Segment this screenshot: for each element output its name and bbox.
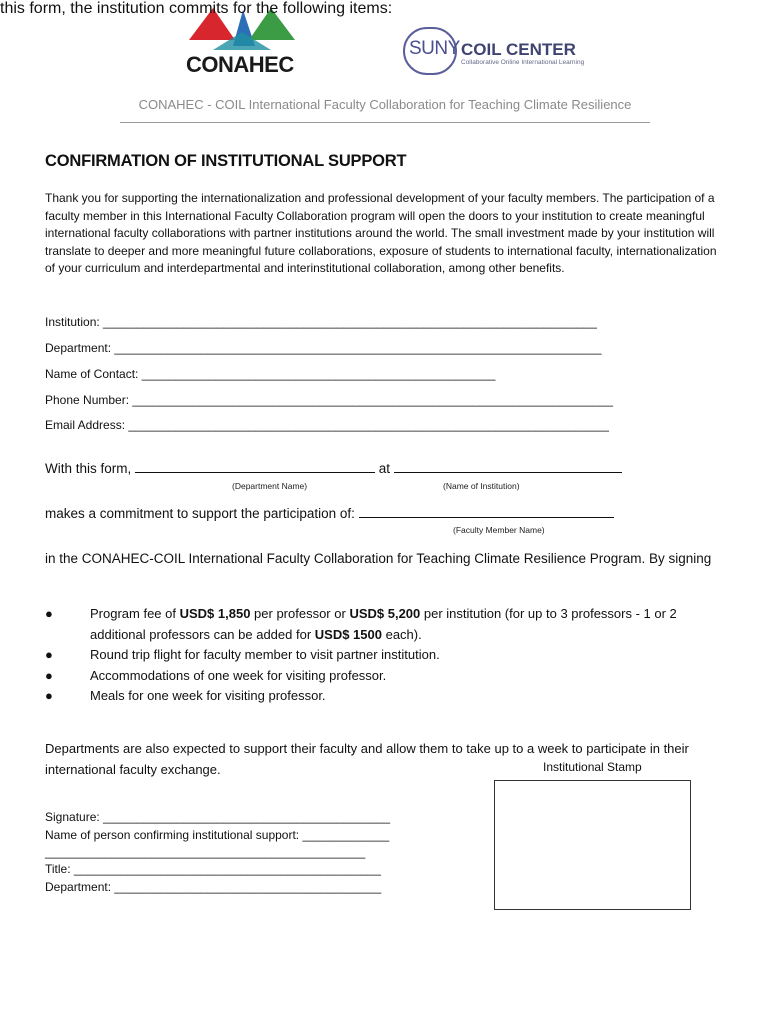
institution-label: Institution: — [45, 315, 104, 329]
commits-items-line: this form, the institution commits for the following items: — [0, 0, 393, 17]
coil-center-subtitle: Collaborative Online International Learning — [461, 59, 585, 66]
fee-text: per institution (for up to 3 professors - 1 or 2 additional professors can be added for — [90, 606, 677, 642]
fee-per-professor: USD$ 1,850 — [179, 606, 251, 621]
institution-name-caption: (Name of Institution) — [443, 481, 520, 491]
faculty-member-caption: (Faculty Member Name) — [453, 525, 545, 535]
with-form-text: With this form, — [45, 461, 132, 476]
fee-text: per professor or — [250, 606, 350, 621]
at-text: at — [378, 461, 391, 476]
bullet-icon: ● — [45, 688, 53, 703]
list-item — [45, 666, 735, 687]
title-field[interactable]: Title: ______________________________________________ — [45, 862, 381, 876]
contact-name-field[interactable] — [45, 367, 495, 381]
header-divider — [120, 122, 650, 123]
confirming-person-field[interactable]: Name of person confirming institutional support: _____________ — [45, 828, 390, 842]
list-item — [45, 645, 735, 666]
contact-name-blank[interactable]: _____________________________________________________ — [141, 367, 496, 381]
confirming-person-continuation[interactable]: ________________________________________________ — [45, 845, 366, 859]
email-label: Email Address: — [45, 418, 129, 432]
signature-department-field[interactable]: Department: ________________________________________ — [45, 880, 382, 894]
institution-field[interactable] — [45, 315, 597, 329]
bullet-icon: ● — [45, 606, 53, 621]
intro-paragraph: Thank you for supporting the internationalization and professional development of your faculty members. The participation of a faculty member in this International Faculty Collaboration program will open the doors to your institution to create meaningful international faculty collaborations with partner institutions around the world. The small investment made by your institution will translate to deeper and more meaningful future collaborations, exposure of students to international faculty, internationalization of your curriculum and interdepartmental and interinstitutional collaboration, among other benefits. — [45, 191, 717, 276]
institutional-stamp-box[interactable] — [494, 780, 691, 910]
phone-label: Phone Number: — [45, 393, 133, 407]
list-item — [45, 604, 735, 645]
makes-commitment-text: makes a commitment to support the participation of: — [45, 506, 355, 521]
signature-field[interactable]: Signature: ___________________________________________ — [45, 810, 391, 824]
phone-field[interactable] — [45, 393, 613, 407]
email-field[interactable] — [45, 418, 609, 432]
department-blank[interactable]: _________________________________________________________________________ — [114, 341, 602, 355]
departments-note: Departments are also expected to support their faculty and allow them to take up to a week to participate in their international faculty exchange. — [45, 741, 689, 777]
bullet-icon: ● — [45, 647, 53, 662]
department-name-blank[interactable] — [135, 461, 375, 473]
accommodations-text: Accommodations of one week for visiting professor. — [90, 667, 387, 683]
suny-logo-text: SUNY — [409, 38, 460, 59]
email-blank[interactable]: ________________________________________________________________________ — [128, 418, 609, 432]
coil-center-title: COIL CENTER — [461, 40, 576, 59]
meals-text: Meals for one week for visiting professor. — [90, 688, 326, 703]
institution-name-blank[interactable] — [394, 461, 622, 473]
bullet-icon: ● — [45, 667, 53, 683]
institution-blank[interactable]: __________________________________________________________________________ — [103, 315, 597, 329]
list-item — [45, 686, 735, 707]
fee-per-institution: USD$ 5,200 — [349, 606, 421, 621]
conahec-logo-text: CONAHEC — [186, 52, 294, 77]
fee-additional-professor: USD$ 1500 — [314, 626, 382, 642]
fee-text: each). — [381, 626, 422, 642]
commitment-participation-line — [45, 506, 614, 521]
department-label: Department: — [45, 341, 115, 355]
contact-name-label: Name of Contact: — [45, 367, 142, 381]
program-line: in the CONAHEC-COIL International Faculty Collaboration for Teaching Climate Resilience Program. By signing — [45, 551, 712, 566]
document-title: CONFIRMATION OF INSTITUTIONAL SUPPORT — [45, 152, 407, 170]
department-name-caption: (Department Name) — [232, 481, 308, 491]
faculty-member-blank[interactable] — [359, 506, 614, 518]
stamp-label: Institutional Stamp — [543, 760, 642, 774]
commitment-items-list — [45, 604, 735, 707]
department-field[interactable] — [45, 341, 602, 355]
header-tagline: CONAHEC - COIL International Faculty Collaboration for Teaching Climate Resilience — [138, 97, 632, 112]
fee-text: Program fee of — [90, 606, 180, 621]
phone-blank[interactable]: ________________________________________________________________________ — [132, 393, 613, 407]
commitment-line — [45, 461, 622, 476]
flight-text: Round trip flight for faculty member to visit partner institution. — [90, 647, 440, 662]
